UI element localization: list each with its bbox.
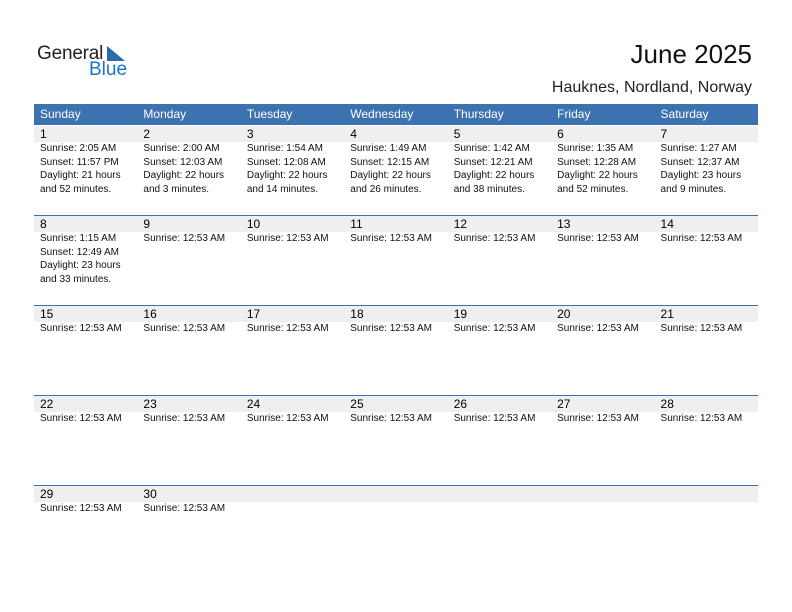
day-number: 26 [453, 397, 468, 411]
logo-text-blue: Blue [89, 59, 128, 80]
day-info-line: Sunrise: 12:53 AM [246, 323, 329, 334]
day-number: 10 [246, 217, 261, 231]
page-title: June 2025 [630, 39, 752, 69]
day-info-line: Sunrise: 12:53 AM [143, 323, 226, 334]
day-info-line: Sunrise: 12:53 AM [557, 413, 639, 424]
day-cell [344, 305, 447, 336]
day-info-line: Sunrise: 12:53 AM [246, 413, 329, 424]
week-row [34, 215, 758, 305]
day-cell [344, 125, 447, 196]
day-cell [137, 215, 240, 286]
day-cell [448, 485, 551, 516]
day-number: 23 [143, 397, 157, 411]
week-row [34, 305, 758, 395]
day-cell [34, 215, 137, 286]
day-info-line: Sunrise: 12:53 AM [143, 503, 226, 514]
day-info-line: Sunset: 12:03 AM [143, 156, 223, 168]
day-number [247, 487, 344, 502]
week-days [34, 215, 758, 286]
day-info-line: Sunrise: 2:05 AM [40, 143, 117, 154]
day-number: 24 [246, 397, 261, 411]
day-cell [448, 395, 551, 426]
weekday-tuesday: Tuesday [246, 107, 293, 121]
day-cell [34, 305, 137, 336]
day-info-line: and 33 minutes. [40, 273, 112, 285]
day-info-line: Sunrise: 12:53 AM [660, 233, 743, 244]
day-cell [344, 485, 447, 516]
day-info-line: and 9 minutes. [660, 183, 727, 195]
day-number [661, 487, 758, 502]
day-number: 1 [40, 127, 47, 141]
day-number [454, 487, 551, 502]
day-info-line: Sunrise: 12:53 AM [660, 413, 743, 424]
day-info-line: Daylight: 22 hours [350, 170, 431, 181]
day-cell [655, 395, 758, 426]
location-subtitle: Hauknes, Nordland, Norway [551, 79, 752, 96]
day-cell [137, 305, 240, 336]
day-info-line: Sunrise: 12:53 AM [246, 233, 329, 244]
week-row [34, 395, 758, 485]
day-info-line: Sunrise: 12:53 AM [557, 323, 639, 334]
day-number: 19 [453, 307, 468, 321]
day-info-line: Sunset: 12:28 AM [557, 156, 637, 168]
week-days [34, 395, 758, 426]
day-info-line: Sunset: 12:49 AM [40, 246, 119, 258]
day-number: 15 [40, 307, 54, 321]
day-info-line: Sunset: 11:57 PM [40, 156, 119, 168]
day-number: 16 [143, 307, 157, 321]
day-info-line: and 26 minutes. [350, 183, 422, 195]
day-cell [241, 305, 344, 336]
day-cell [655, 125, 758, 196]
day-info-line: Sunset: 12:21 AM [453, 156, 533, 168]
day-info-line: Sunrise: 1:42 AM [453, 143, 530, 154]
weekday-thursday: Thursday [453, 107, 504, 121]
day-info-line: Sunset: 12:15 AM [350, 156, 430, 168]
day-cell [137, 485, 240, 516]
day-number: 27 [557, 397, 571, 411]
day-info-line: Sunrise: 12:53 AM [350, 413, 432, 424]
day-cell [241, 125, 344, 196]
day-info-line: Sunrise: 12:53 AM [40, 323, 122, 334]
day-info-line: Sunrise: 12:53 AM [453, 323, 536, 334]
day-info-line: Sunrise: 12:53 AM [143, 413, 226, 424]
day-number: 17 [246, 307, 261, 321]
weekday-header [34, 104, 758, 125]
logo-text-general: General [37, 43, 104, 64]
day-cell [137, 125, 240, 196]
day-info-line: Sunrise: 1:15 AM [40, 233, 117, 244]
day-info-line: Sunrise: 1:54 AM [246, 143, 323, 154]
day-number [350, 487, 447, 502]
day-info-line: and 3 minutes. [143, 183, 210, 195]
day-cell [551, 485, 654, 516]
day-cell [448, 215, 551, 286]
day-cell [551, 305, 654, 336]
day-info-line: and 38 minutes. [453, 183, 525, 195]
day-cell [551, 215, 654, 286]
day-number: 20 [557, 307, 571, 321]
day-info-line: Daylight: 23 hours [40, 260, 121, 271]
day-number: 13 [557, 217, 571, 231]
day-cell [655, 485, 758, 516]
day-cell [448, 125, 551, 196]
day-info-line: Daylight: 22 hours [246, 170, 328, 181]
week-days [34, 485, 758, 516]
day-info-line: Sunrise: 12:53 AM [453, 233, 536, 244]
day-number: 28 [660, 397, 674, 411]
day-cell [241, 215, 344, 286]
day-info-line: and 52 minutes. [40, 183, 112, 195]
weekday-monday: Monday [143, 107, 187, 121]
week-days [34, 305, 758, 336]
day-cell [34, 125, 137, 196]
calendar-weeks [34, 125, 758, 575]
weekday-sunday: Sunday [40, 107, 81, 121]
week-row [34, 125, 758, 215]
day-cell [34, 395, 137, 426]
week-days [34, 125, 758, 196]
day-info-line: Sunrise: 2:00 AM [143, 143, 220, 154]
day-number: 3 [246, 127, 254, 141]
week-row [34, 485, 758, 575]
day-info-line: and 14 minutes. [246, 183, 319, 195]
day-cell [241, 485, 344, 516]
day-number: 25 [350, 397, 364, 411]
day-info-line: Sunrise: 1:27 AM [660, 143, 737, 154]
day-info-line: Sunrise: 12:53 AM [350, 323, 432, 334]
day-info-line: Sunrise: 12:53 AM [350, 233, 432, 244]
brand-logo [37, 43, 137, 83]
day-cell [344, 215, 447, 286]
weekday-friday: Friday [557, 107, 591, 121]
weekday-saturday: Saturday [660, 107, 709, 121]
day-info-line: Sunrise: 1:35 AM [557, 143, 634, 154]
day-info-line: Sunrise: 12:53 AM [660, 323, 743, 334]
day-cell [34, 485, 137, 516]
day-cell [655, 305, 758, 336]
day-number: 22 [40, 397, 54, 411]
day-info-line: Sunrise: 12:53 AM [143, 233, 226, 244]
day-number: 2 [143, 127, 151, 141]
day-cell [551, 125, 654, 196]
day-cell [137, 395, 240, 426]
day-info-line: Sunset: 12:08 AM [246, 156, 326, 168]
day-info-line: Daylight: 23 hours [660, 170, 742, 181]
day-info-line: Sunrise: 12:53 AM [40, 503, 122, 514]
day-cell [344, 395, 447, 426]
day-info-line: Sunrise: 1:49 AM [350, 143, 427, 154]
day-info-line: Daylight: 22 hours [557, 170, 638, 181]
day-cell [655, 215, 758, 286]
day-info-line: Sunrise: 12:53 AM [453, 413, 536, 424]
day-cell [241, 395, 344, 426]
day-info-line: Daylight: 21 hours [40, 170, 121, 181]
day-info-line: Sunset: 12:37 AM [660, 156, 740, 168]
day-number: 8 [40, 217, 47, 231]
weekday-wednesday: Wednesday [350, 107, 414, 121]
calendar-grid [34, 104, 758, 575]
day-number: 11 [350, 217, 363, 231]
day-number: 29 [40, 487, 54, 501]
day-number: 5 [453, 127, 461, 141]
day-cell [551, 395, 654, 426]
day-number: 9 [143, 217, 151, 231]
day-number: 12 [453, 217, 468, 231]
day-number: 14 [660, 217, 674, 231]
day-number: 6 [557, 127, 564, 141]
day-number: 18 [350, 307, 364, 321]
day-info-line: and 52 minutes. [557, 183, 629, 195]
day-info-line: Sunrise: 12:53 AM [557, 233, 639, 244]
day-number [557, 487, 654, 502]
day-number: 4 [350, 127, 357, 141]
day-cell [448, 305, 551, 336]
day-info-line: Daylight: 22 hours [453, 170, 535, 181]
day-number: 7 [660, 127, 668, 141]
day-info-line: Daylight: 22 hours [143, 170, 225, 181]
day-number: 30 [143, 487, 157, 501]
day-number: 21 [660, 307, 674, 321]
day-info-line: Sunrise: 12:53 AM [40, 413, 122, 424]
